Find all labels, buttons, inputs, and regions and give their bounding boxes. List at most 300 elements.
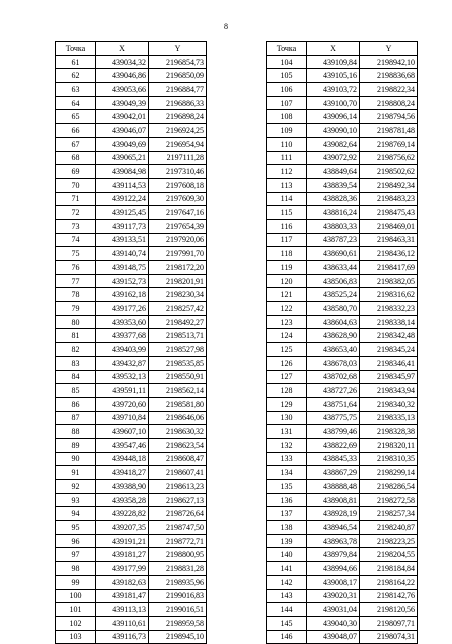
y-cell: 2198257,34 bbox=[360, 507, 418, 521]
table-body-left bbox=[56, 55, 207, 644]
y-cell: 2198646,06 bbox=[149, 411, 207, 425]
table-row bbox=[56, 69, 207, 83]
x-cell: 439053,66 bbox=[96, 83, 149, 97]
table-row bbox=[56, 411, 207, 425]
point-cell: 77 bbox=[56, 274, 96, 288]
y-cell: 2198836,68 bbox=[360, 69, 418, 83]
x-cell: 438888,48 bbox=[307, 480, 360, 494]
x-cell: 439114,53 bbox=[96, 178, 149, 192]
y-cell: 2196886,33 bbox=[149, 96, 207, 110]
table-row bbox=[56, 507, 207, 521]
x-cell: 439140,74 bbox=[96, 247, 149, 261]
header-y: Y bbox=[360, 42, 418, 56]
table-row bbox=[267, 110, 418, 124]
point-cell: 132 bbox=[267, 438, 307, 452]
x-cell: 438839,54 bbox=[307, 178, 360, 192]
y-cell: 2196898,24 bbox=[149, 110, 207, 124]
y-cell: 2198794,56 bbox=[360, 110, 418, 124]
y-cell: 2197647,16 bbox=[149, 206, 207, 220]
y-cell: 2198822,34 bbox=[360, 83, 418, 97]
point-cell: 81 bbox=[56, 329, 96, 343]
table-row bbox=[56, 397, 207, 411]
y-cell: 2196924,25 bbox=[149, 124, 207, 138]
x-cell: 439607,10 bbox=[96, 425, 149, 439]
point-cell: 119 bbox=[267, 261, 307, 275]
x-cell: 439710,84 bbox=[96, 411, 149, 425]
point-cell: 122 bbox=[267, 302, 307, 316]
table-row bbox=[267, 83, 418, 97]
table-row bbox=[56, 493, 207, 507]
x-cell: 439181,47 bbox=[96, 589, 149, 603]
x-cell: 438816,24 bbox=[307, 206, 360, 220]
x-cell: 439720,60 bbox=[96, 397, 149, 411]
y-cell: 2198959,58 bbox=[149, 616, 207, 630]
point-cell: 66 bbox=[56, 124, 96, 138]
x-cell: 439096,14 bbox=[307, 110, 360, 124]
point-cell: 105 bbox=[267, 69, 307, 83]
table-row bbox=[267, 548, 418, 562]
table-row bbox=[267, 575, 418, 589]
y-cell: 2196854,73 bbox=[149, 55, 207, 69]
point-cell: 80 bbox=[56, 315, 96, 329]
y-cell: 2198550,91 bbox=[149, 370, 207, 384]
point-cell: 110 bbox=[267, 137, 307, 151]
point-cell: 114 bbox=[267, 192, 307, 206]
point-cell: 106 bbox=[267, 83, 307, 97]
x-cell: 439113,13 bbox=[96, 603, 149, 617]
point-cell: 133 bbox=[267, 452, 307, 466]
y-cell: 2196884,77 bbox=[149, 83, 207, 97]
y-cell: 2198343,94 bbox=[360, 384, 418, 398]
y-cell: 2198120,56 bbox=[360, 603, 418, 617]
y-cell: 2198172,20 bbox=[149, 261, 207, 275]
y-cell: 2198726,64 bbox=[149, 507, 207, 521]
table-row bbox=[56, 178, 207, 192]
table-row bbox=[267, 233, 418, 247]
x-cell: 439109,84 bbox=[307, 55, 360, 69]
x-cell: 439116,73 bbox=[96, 630, 149, 644]
x-cell: 438994,66 bbox=[307, 562, 360, 576]
table-row bbox=[56, 521, 207, 535]
point-cell: 115 bbox=[267, 206, 307, 220]
table-row bbox=[267, 356, 418, 370]
x-cell: 439020,31 bbox=[307, 589, 360, 603]
point-cell: 99 bbox=[56, 575, 96, 589]
y-cell: 2198310,35 bbox=[360, 452, 418, 466]
table-row bbox=[56, 55, 207, 69]
table-row bbox=[56, 466, 207, 480]
point-cell: 131 bbox=[267, 425, 307, 439]
point-cell: 130 bbox=[267, 411, 307, 425]
point-cell: 79 bbox=[56, 302, 96, 316]
y-cell: 2198335,13 bbox=[360, 411, 418, 425]
table-row bbox=[267, 603, 418, 617]
x-cell: 438580,70 bbox=[307, 302, 360, 316]
table-row bbox=[56, 261, 207, 275]
point-cell: 78 bbox=[56, 288, 96, 302]
x-cell: 439125,45 bbox=[96, 206, 149, 220]
point-cell: 117 bbox=[267, 233, 307, 247]
y-cell: 2196850,09 bbox=[149, 69, 207, 83]
x-cell: 439591,11 bbox=[96, 384, 149, 398]
y-cell: 2198469,01 bbox=[360, 219, 418, 233]
y-cell: 2198527,98 bbox=[149, 343, 207, 357]
x-cell: 439177,26 bbox=[96, 302, 149, 316]
y-cell: 2198483,23 bbox=[360, 192, 418, 206]
x-cell: 439046,86 bbox=[96, 69, 149, 83]
x-cell: 439084,98 bbox=[96, 165, 149, 179]
table-row bbox=[267, 96, 418, 110]
table-row bbox=[56, 137, 207, 151]
table-row bbox=[56, 288, 207, 302]
table-row bbox=[56, 384, 207, 398]
point-cell: 95 bbox=[56, 521, 96, 535]
table-row bbox=[267, 206, 418, 220]
table-row bbox=[56, 562, 207, 576]
y-cell: 2198345,24 bbox=[360, 343, 418, 357]
header-y: Y bbox=[149, 42, 207, 56]
point-cell: 137 bbox=[267, 507, 307, 521]
y-cell: 2198935,96 bbox=[149, 575, 207, 589]
point-cell: 74 bbox=[56, 233, 96, 247]
table-row bbox=[267, 411, 418, 425]
point-cell: 84 bbox=[56, 370, 96, 384]
table-row bbox=[267, 165, 418, 179]
table-row bbox=[267, 219, 418, 233]
point-cell: 127 bbox=[267, 370, 307, 384]
point-cell: 96 bbox=[56, 534, 96, 548]
x-cell: 438525,24 bbox=[307, 288, 360, 302]
table-row bbox=[267, 480, 418, 494]
point-cell: 88 bbox=[56, 425, 96, 439]
table-row bbox=[267, 521, 418, 535]
table-row bbox=[267, 343, 418, 357]
table-row bbox=[267, 384, 418, 398]
x-cell: 439031,04 bbox=[307, 603, 360, 617]
table-row bbox=[56, 247, 207, 261]
table-row bbox=[267, 124, 418, 138]
x-cell: 439034,32 bbox=[96, 55, 149, 69]
y-cell: 2198328,38 bbox=[360, 425, 418, 439]
point-cell: 101 bbox=[56, 603, 96, 617]
y-cell: 2199016,83 bbox=[149, 589, 207, 603]
point-cell: 63 bbox=[56, 83, 96, 97]
table-body-right bbox=[267, 55, 418, 644]
x-cell: 438702,68 bbox=[307, 370, 360, 384]
y-cell: 2199016,51 bbox=[149, 603, 207, 617]
x-cell: 438845,33 bbox=[307, 452, 360, 466]
y-cell: 2198340,32 bbox=[360, 397, 418, 411]
y-cell: 2198240,87 bbox=[360, 521, 418, 535]
y-cell: 2198272,58 bbox=[360, 493, 418, 507]
point-cell: 87 bbox=[56, 411, 96, 425]
table-row bbox=[267, 288, 418, 302]
point-cell: 118 bbox=[267, 247, 307, 261]
point-cell: 135 bbox=[267, 480, 307, 494]
point-cell: 102 bbox=[56, 616, 96, 630]
point-cell: 82 bbox=[56, 343, 96, 357]
y-cell: 2198613,23 bbox=[149, 480, 207, 494]
y-cell: 2198332,23 bbox=[360, 302, 418, 316]
x-cell: 439046,07 bbox=[96, 124, 149, 138]
y-cell: 2197609,30 bbox=[149, 192, 207, 206]
x-cell: 438751,64 bbox=[307, 397, 360, 411]
y-cell: 2198074,31 bbox=[360, 630, 418, 644]
y-cell: 2197111,28 bbox=[149, 151, 207, 165]
x-cell: 439358,28 bbox=[96, 493, 149, 507]
y-cell: 2198492,27 bbox=[149, 315, 207, 329]
y-cell: 2198463,31 bbox=[360, 233, 418, 247]
y-cell: 2198201,91 bbox=[149, 274, 207, 288]
point-cell: 146 bbox=[267, 630, 307, 644]
y-cell: 2198097,71 bbox=[360, 616, 418, 630]
table-row bbox=[56, 452, 207, 466]
point-cell: 112 bbox=[267, 165, 307, 179]
table-row bbox=[267, 274, 418, 288]
x-cell: 438506,83 bbox=[307, 274, 360, 288]
y-cell: 2198346,41 bbox=[360, 356, 418, 370]
point-cell: 70 bbox=[56, 178, 96, 192]
y-cell: 2198316,62 bbox=[360, 288, 418, 302]
table-row bbox=[56, 124, 207, 138]
point-cell: 97 bbox=[56, 548, 96, 562]
table-row bbox=[56, 96, 207, 110]
x-cell: 438803,33 bbox=[307, 219, 360, 233]
y-cell: 2198942,10 bbox=[360, 55, 418, 69]
x-cell: 438908,81 bbox=[307, 493, 360, 507]
table-row bbox=[267, 425, 418, 439]
x-cell: 439117,73 bbox=[96, 219, 149, 233]
x-cell: 439403,99 bbox=[96, 343, 149, 357]
page-number: 8 bbox=[224, 22, 228, 31]
x-cell: 438928,19 bbox=[307, 507, 360, 521]
x-cell: 438849,64 bbox=[307, 165, 360, 179]
x-cell: 439207,35 bbox=[96, 521, 149, 535]
y-cell: 2198831,28 bbox=[149, 562, 207, 576]
point-cell: 68 bbox=[56, 151, 96, 165]
table-header-row bbox=[56, 42, 207, 56]
point-cell: 124 bbox=[267, 329, 307, 343]
point-cell: 62 bbox=[56, 69, 96, 83]
point-cell: 129 bbox=[267, 397, 307, 411]
y-cell: 2198945,10 bbox=[149, 630, 207, 644]
x-cell: 439008,17 bbox=[307, 575, 360, 589]
point-cell: 61 bbox=[56, 55, 96, 69]
x-cell: 438775,75 bbox=[307, 411, 360, 425]
point-cell: 89 bbox=[56, 438, 96, 452]
point-cell: 128 bbox=[267, 384, 307, 398]
table-row bbox=[267, 315, 418, 329]
point-cell: 73 bbox=[56, 219, 96, 233]
point-cell: 141 bbox=[267, 562, 307, 576]
point-cell: 69 bbox=[56, 165, 96, 179]
table-row bbox=[267, 534, 418, 548]
table-row bbox=[267, 397, 418, 411]
y-cell: 2198513,71 bbox=[149, 329, 207, 343]
table-row bbox=[56, 329, 207, 343]
point-cell: 71 bbox=[56, 192, 96, 206]
table-row bbox=[56, 616, 207, 630]
point-cell: 144 bbox=[267, 603, 307, 617]
point-cell: 140 bbox=[267, 548, 307, 562]
x-cell: 438727,26 bbox=[307, 384, 360, 398]
x-cell: 439388,90 bbox=[96, 480, 149, 494]
table-row bbox=[267, 302, 418, 316]
point-cell: 83 bbox=[56, 356, 96, 370]
point-cell: 92 bbox=[56, 480, 96, 494]
x-cell: 439228,82 bbox=[96, 507, 149, 521]
point-cell: 113 bbox=[267, 178, 307, 192]
x-cell: 438946,54 bbox=[307, 521, 360, 535]
point-cell: 91 bbox=[56, 466, 96, 480]
point-cell: 90 bbox=[56, 452, 96, 466]
header-x: X bbox=[307, 42, 360, 56]
x-cell: 438628,90 bbox=[307, 329, 360, 343]
table-row bbox=[56, 233, 207, 247]
table-row bbox=[56, 302, 207, 316]
x-cell: 439049,69 bbox=[96, 137, 149, 151]
y-cell: 2196954,94 bbox=[149, 137, 207, 151]
table-row bbox=[267, 192, 418, 206]
x-cell: 439547,46 bbox=[96, 438, 149, 452]
y-cell: 2198756,62 bbox=[360, 151, 418, 165]
y-cell: 2198345,97 bbox=[360, 370, 418, 384]
y-cell: 2198630,32 bbox=[149, 425, 207, 439]
y-cell: 2198417,69 bbox=[360, 261, 418, 275]
x-cell: 438678,03 bbox=[307, 356, 360, 370]
x-cell: 439065,21 bbox=[96, 151, 149, 165]
point-cell: 123 bbox=[267, 315, 307, 329]
x-cell: 439110,61 bbox=[96, 616, 149, 630]
table-row bbox=[267, 137, 418, 151]
table-row bbox=[267, 69, 418, 83]
y-cell: 2198299,14 bbox=[360, 466, 418, 480]
x-cell: 438604,63 bbox=[307, 315, 360, 329]
point-cell: 126 bbox=[267, 356, 307, 370]
point-cell: 111 bbox=[267, 151, 307, 165]
y-cell: 2198436,12 bbox=[360, 247, 418, 261]
point-cell: 145 bbox=[267, 616, 307, 630]
point-cell: 120 bbox=[267, 274, 307, 288]
y-cell: 2197608,18 bbox=[149, 178, 207, 192]
x-cell: 439448,18 bbox=[96, 452, 149, 466]
x-cell: 439122,24 bbox=[96, 192, 149, 206]
point-cell: 104 bbox=[267, 55, 307, 69]
y-cell: 2198286,54 bbox=[360, 480, 418, 494]
x-cell: 439177,99 bbox=[96, 562, 149, 576]
table-row bbox=[56, 219, 207, 233]
table-row bbox=[267, 151, 418, 165]
y-cell: 2198772,71 bbox=[149, 534, 207, 548]
x-cell: 439181,27 bbox=[96, 548, 149, 562]
x-cell: 438787,23 bbox=[307, 233, 360, 247]
y-cell: 2198230,34 bbox=[149, 288, 207, 302]
y-cell: 2198184,84 bbox=[360, 562, 418, 576]
point-cell: 121 bbox=[267, 288, 307, 302]
point-cell: 116 bbox=[267, 219, 307, 233]
x-cell: 438633,44 bbox=[307, 261, 360, 275]
table-row bbox=[56, 438, 207, 452]
y-cell: 2198338,14 bbox=[360, 315, 418, 329]
y-cell: 2198581,80 bbox=[149, 397, 207, 411]
x-cell: 439418,27 bbox=[96, 466, 149, 480]
y-cell: 2198204,55 bbox=[360, 548, 418, 562]
point-cell: 108 bbox=[267, 110, 307, 124]
table-row bbox=[267, 329, 418, 343]
x-cell: 439152,73 bbox=[96, 274, 149, 288]
x-cell: 439042,01 bbox=[96, 110, 149, 124]
table-row bbox=[267, 370, 418, 384]
header-point: Точка bbox=[56, 42, 96, 56]
y-cell: 2198475,43 bbox=[360, 206, 418, 220]
x-cell: 439049,39 bbox=[96, 96, 149, 110]
x-cell: 438799,46 bbox=[307, 425, 360, 439]
table-row bbox=[56, 534, 207, 548]
y-cell: 2198800,95 bbox=[149, 548, 207, 562]
y-cell: 2198747,50 bbox=[149, 521, 207, 535]
header-point: Точка bbox=[267, 42, 307, 56]
x-cell: 439162,18 bbox=[96, 288, 149, 302]
x-cell: 438822,69 bbox=[307, 438, 360, 452]
point-cell: 143 bbox=[267, 589, 307, 603]
y-cell: 2198627,13 bbox=[149, 493, 207, 507]
header-x: X bbox=[96, 42, 149, 56]
y-cell: 2198562,14 bbox=[149, 384, 207, 398]
table-row bbox=[267, 178, 418, 192]
y-cell: 2198164,22 bbox=[360, 575, 418, 589]
point-cell: 136 bbox=[267, 493, 307, 507]
point-cell: 142 bbox=[267, 575, 307, 589]
point-cell: 98 bbox=[56, 562, 96, 576]
y-cell: 2198320,11 bbox=[360, 438, 418, 452]
y-cell: 2198608,47 bbox=[149, 452, 207, 466]
point-cell: 76 bbox=[56, 261, 96, 275]
table-row bbox=[267, 452, 418, 466]
table-row bbox=[267, 247, 418, 261]
x-cell: 438963,78 bbox=[307, 534, 360, 548]
y-cell: 2197310,46 bbox=[149, 165, 207, 179]
table-row bbox=[56, 425, 207, 439]
x-cell: 439040,30 bbox=[307, 616, 360, 630]
table-row bbox=[56, 370, 207, 384]
table-row bbox=[267, 438, 418, 452]
x-cell: 439100,70 bbox=[307, 96, 360, 110]
y-cell: 2198808,24 bbox=[360, 96, 418, 110]
table-row bbox=[56, 356, 207, 370]
table-row bbox=[56, 480, 207, 494]
x-cell: 439090,10 bbox=[307, 124, 360, 138]
coordinates-table-right bbox=[266, 41, 418, 644]
y-cell: 2198623,54 bbox=[149, 438, 207, 452]
point-cell: 107 bbox=[267, 96, 307, 110]
x-cell: 439103,72 bbox=[307, 83, 360, 97]
x-cell: 439532,13 bbox=[96, 370, 149, 384]
table-row bbox=[56, 315, 207, 329]
point-cell: 103 bbox=[56, 630, 96, 644]
table-row bbox=[267, 261, 418, 275]
table-row bbox=[56, 83, 207, 97]
table-row bbox=[56, 343, 207, 357]
x-cell: 439432,87 bbox=[96, 356, 149, 370]
point-cell: 86 bbox=[56, 397, 96, 411]
y-cell: 2198781,48 bbox=[360, 124, 418, 138]
table-row bbox=[267, 630, 418, 644]
y-cell: 2198607,41 bbox=[149, 466, 207, 480]
x-cell: 439105,16 bbox=[307, 69, 360, 83]
x-cell: 439082,64 bbox=[307, 137, 360, 151]
point-cell: 64 bbox=[56, 96, 96, 110]
table-row bbox=[56, 589, 207, 603]
